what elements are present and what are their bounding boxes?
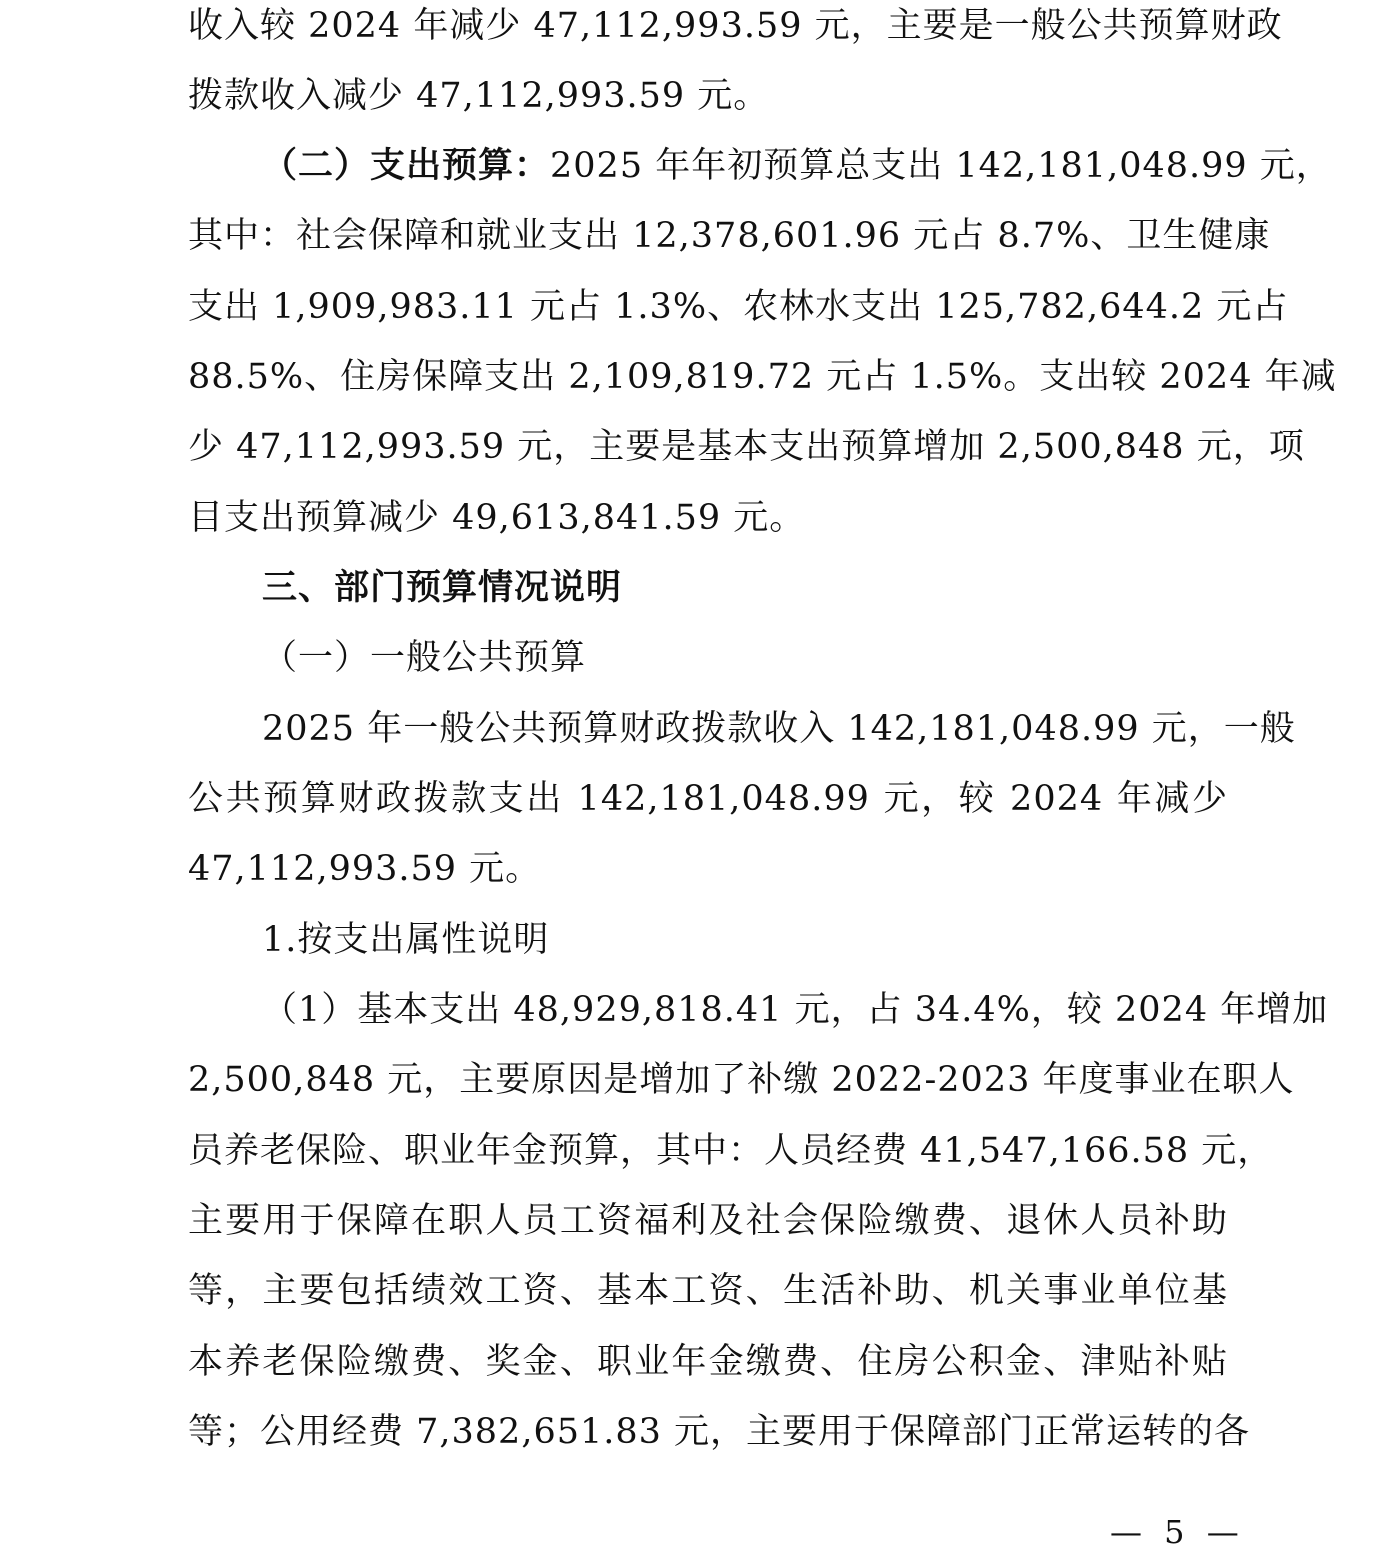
body-text-line: 其中：社会保障和就业支出 12,378,601.96 元占 8.7%、卫生健康 — [188, 216, 1271, 256]
body-text-line: 本养老保险缴费、奖金、职业年金缴费、住房公积金、津贴补贴 — [188, 1342, 1228, 1382]
body-text-line: 员养老保险、职业年金预算，其中：人员经费 41,547,166.58 元， — [188, 1131, 1274, 1171]
body-text-line: 等；公用经费 7,382,651.83 元，主要用于保障部门正常运转的各 — [188, 1412, 1251, 1452]
body-text-line: 47,112,993.59 元。 — [188, 849, 542, 889]
section-subheading-expenditure — [262, 142, 1332, 190]
body-text-line: 2025 年一般公共预算财政拨款收入 142,181,048.99 元，一般 — [262, 709, 1296, 749]
numbered-heading: 1.按支出属性说明 — [262, 920, 550, 960]
body-text-line: 目支出预算减少 49,613,841.59 元。 — [188, 498, 806, 538]
body-text-line: 2,500,848 元，主要原因是增加了补缴 2022-2023 年度事业在职人 — [188, 1060, 1295, 1100]
subsection-heading: （一）一般公共预算 — [262, 638, 587, 678]
body-text-line: 收入较 2024 年减少 47,112,993.59 元，主要是一般公共预算财政 — [188, 6, 1283, 46]
body-text-line: 主要用于保障在职人员工资福利及社会保险缴费、退休人员补助 — [188, 1201, 1228, 1241]
page-number: — 5 — — [1110, 1513, 1245, 1551]
body-text-line: 拨款收入减少 47,112,993.59 元。 — [188, 76, 770, 116]
body-text-line: 等，主要包括绩效工资、基本工资、生活补助、机关事业单位基 — [188, 1271, 1228, 1311]
section-heading: 三、部门预算情况说明 — [262, 568, 623, 608]
body-text-line: 少 47,112,993.59 元，主要是基本支出预算增加 2,500,848 元，项 — [188, 427, 1305, 467]
body-text-line: 支出 1,909,983.11 元占 1.3%、农林水支出 125,782,644.2 元占 — [188, 287, 1289, 327]
body-text-line: 88.5%、住房保障支出 2,109,819.72 元占 1.5%。支出较 2024 年减 — [188, 357, 1337, 397]
subheading-text: 2025 年年初预算总支出 142,181,048.99 元， — [550, 146, 1332, 186]
body-text-line: 公共预算财政拨款支出 142,181,048.99 元，较 2024 年减少 — [188, 779, 1228, 819]
subheading-label: （二）支出预算： — [262, 145, 551, 186]
body-text-line: （1）基本支出 48,929,818.41 元，占 34.4%，较 2024 年增加 — [262, 990, 1329, 1030]
